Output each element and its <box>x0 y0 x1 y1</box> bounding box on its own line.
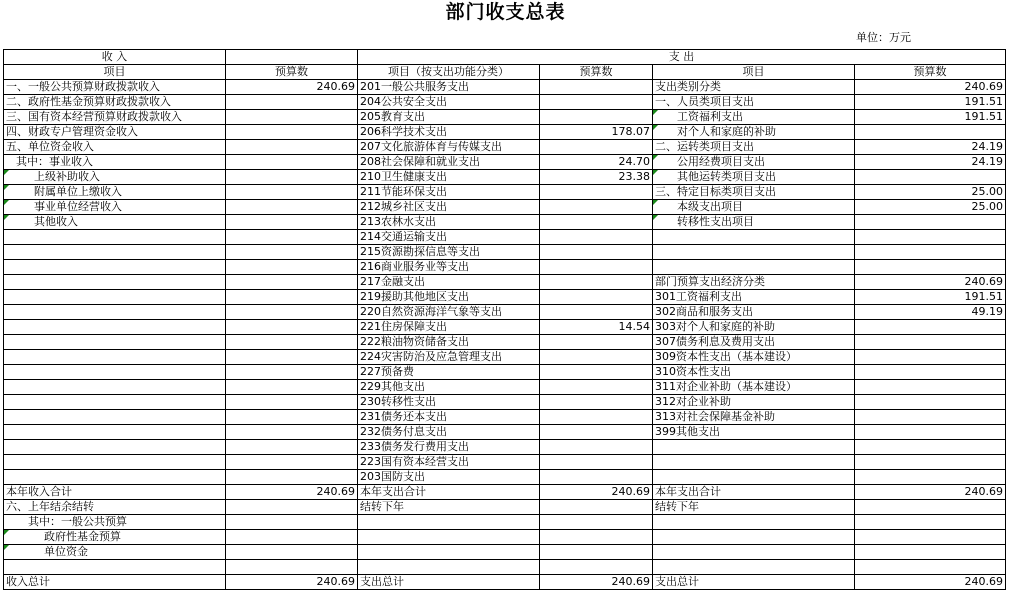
income-item-cell: 收入总计 <box>4 575 226 590</box>
func-item-cell: 213农林水支出 <box>358 215 540 230</box>
unit-label: 单位：万元 <box>856 31 911 44</box>
econ-item-cell <box>653 455 855 470</box>
page-title: 部门收支总表 <box>445 1 566 23</box>
econ-item-cell: 支出类别分类 <box>653 80 855 95</box>
income-item-cell <box>4 395 226 410</box>
func-budget-cell <box>540 395 653 410</box>
econ-budget-cell <box>855 470 1006 485</box>
econ-item-cell: 303对个人和家庭的补助 <box>653 320 855 335</box>
income-item-cell: 三、国有资本经营预算财政拨款收入 <box>4 110 226 125</box>
func-budget-cell <box>540 95 653 110</box>
income-budget-cell: 240.69 <box>226 485 358 500</box>
income-item-cell <box>4 425 226 440</box>
func-item-cell: 212城乡社区支出 <box>358 200 540 215</box>
func-budget-cell <box>540 200 653 215</box>
table-row <box>4 110 1006 125</box>
table-row <box>4 260 1006 275</box>
income-item-cell: 其他收入 <box>4 215 226 230</box>
table-row <box>4 230 1006 245</box>
func-item-cell: 本年支出合计 <box>358 485 540 500</box>
income-item-cell <box>4 335 226 350</box>
func-budget-cell <box>540 440 653 455</box>
econ-budget-cell <box>855 125 1006 140</box>
func-item-cell <box>358 530 540 545</box>
table-row <box>4 320 1006 335</box>
econ-budget-cell: 24.19 <box>855 155 1006 170</box>
table-row <box>4 575 1006 590</box>
table-row <box>4 275 1006 290</box>
econ-budget-cell <box>855 440 1006 455</box>
econ-budget-cell <box>855 350 1006 365</box>
econ-budget-cell <box>855 170 1006 185</box>
income-item-cell: 事业单位经营收入 <box>4 200 226 215</box>
func-budget-cell <box>540 215 653 230</box>
func-item-cell: 233债务发行费用支出 <box>358 440 540 455</box>
income-item-cell <box>4 230 226 245</box>
income-item-cell <box>4 380 226 395</box>
econ-budget-cell: 191.51 <box>855 95 1006 110</box>
func-budget-cell <box>540 350 653 365</box>
func-budget-cell: 240.69 <box>540 575 653 590</box>
table-row <box>4 440 1006 455</box>
income-item-cell <box>4 410 226 425</box>
func-budget-cell <box>540 380 653 395</box>
func-budget-cell <box>540 185 653 200</box>
econ-item-cell: 公用经费项目支出 <box>653 155 855 170</box>
func-item-cell <box>358 560 540 575</box>
header-row-columns <box>4 65 1006 80</box>
func-budget-cell <box>540 305 653 320</box>
econ-budget-header: 预算数 <box>855 65 1006 80</box>
func-item-cell: 210卫生健康支出 <box>358 170 540 185</box>
income-item-cell: 政府性基金预算 <box>4 530 226 545</box>
econ-item-cell <box>653 245 855 260</box>
income-item-cell: 上级补助收入 <box>4 170 226 185</box>
func-item-cell: 211节能环保支出 <box>358 185 540 200</box>
func-budget-cell: 24.70 <box>540 155 653 170</box>
econ-budget-cell <box>855 260 1006 275</box>
income-item-cell <box>4 350 226 365</box>
func-item-cell: 220自然资源海洋气象等支出 <box>358 305 540 320</box>
table-row <box>4 140 1006 155</box>
income-header-blank <box>226 50 358 65</box>
table-row <box>4 515 1006 530</box>
econ-item-cell <box>653 230 855 245</box>
table-row <box>4 185 1006 200</box>
func-item-cell <box>358 545 540 560</box>
table-row <box>4 470 1006 485</box>
econ-budget-cell <box>855 365 1006 380</box>
econ-item-cell: 二、运转类项目支出 <box>653 140 855 155</box>
income-item-cell <box>4 305 226 320</box>
econ-budget-cell <box>855 455 1006 470</box>
func-budget-cell <box>540 80 653 95</box>
func-item-cell: 207文化旅游体育与传媒支出 <box>358 140 540 155</box>
econ-item-cell: 399其他支出 <box>653 425 855 440</box>
income-item-cell: 附属单位上缴收入 <box>4 185 226 200</box>
income-item-header: 项目 <box>4 65 226 80</box>
income-budget-cell <box>226 215 358 230</box>
income-item-cell <box>4 245 226 260</box>
income-item-cell: 五、单位资金收入 <box>4 140 226 155</box>
func-item-cell: 230转移性支出 <box>358 395 540 410</box>
econ-item-cell: 307债务利息及费用支出 <box>653 335 855 350</box>
income-budget-cell <box>226 260 358 275</box>
econ-item-cell: 部门预算支出经济分类 <box>653 275 855 290</box>
income-item-cell: 单位资金 <box>4 545 226 560</box>
table-row <box>4 305 1006 320</box>
econ-item-cell: 311对企业补助（基本建设） <box>653 380 855 395</box>
income-item-cell: 其中：事业收入 <box>4 155 226 170</box>
econ-budget-cell: 240.69 <box>855 80 1006 95</box>
table-row <box>4 95 1006 110</box>
func-item-cell: 216商业服务业等支出 <box>358 260 540 275</box>
func-budget-cell <box>540 500 653 515</box>
func-budget-cell: 14.54 <box>540 320 653 335</box>
econ-budget-cell <box>855 410 1006 425</box>
func-item-cell: 221住房保障支出 <box>358 320 540 335</box>
func-item-cell: 232债务付息支出 <box>358 425 540 440</box>
econ-budget-cell <box>855 560 1006 575</box>
econ-budget-cell: 240.69 <box>855 485 1006 500</box>
func-budget-cell <box>540 245 653 260</box>
income-header: 收 入 <box>4 50 226 65</box>
income-budget-header: 预算数 <box>226 65 358 80</box>
econ-item-cell <box>653 530 855 545</box>
econ-item-cell: 313对社会保障基金补助 <box>653 410 855 425</box>
table-row <box>4 350 1006 365</box>
func-item-cell: 217金融支出 <box>358 275 540 290</box>
econ-item-cell: 309资本性支出（基本建设） <box>653 350 855 365</box>
func-budget-cell <box>540 410 653 425</box>
income-budget-cell <box>226 380 358 395</box>
table-row <box>4 200 1006 215</box>
econ-budget-cell <box>855 530 1006 545</box>
econ-budget-cell <box>855 515 1006 530</box>
func-item-cell: 204公共安全支出 <box>358 95 540 110</box>
income-item-cell <box>4 260 226 275</box>
income-budget-cell <box>226 515 358 530</box>
econ-item-cell <box>653 440 855 455</box>
func-budget-cell <box>540 230 653 245</box>
func-budget-cell <box>540 560 653 575</box>
income-budget-cell <box>226 95 358 110</box>
income-item-cell <box>4 365 226 380</box>
table-row <box>4 455 1006 470</box>
table-row <box>4 425 1006 440</box>
table-row <box>4 155 1006 170</box>
income-budget-cell <box>226 185 358 200</box>
econ-budget-cell <box>855 215 1006 230</box>
func-budget-cell <box>540 140 653 155</box>
func-budget-cell <box>540 530 653 545</box>
func-budget-cell <box>540 470 653 485</box>
func-budget-cell <box>540 275 653 290</box>
func-item-cell: 229其他支出 <box>358 380 540 395</box>
income-budget-cell <box>226 170 358 185</box>
econ-item-cell: 三、特定目标类项目支出 <box>653 185 855 200</box>
econ-budget-cell: 191.51 <box>855 110 1006 125</box>
table-row <box>4 245 1006 260</box>
income-item-cell <box>4 275 226 290</box>
table-row <box>4 545 1006 560</box>
func-item-cell: 227预备费 <box>358 365 540 380</box>
table-row <box>4 560 1006 575</box>
income-item-cell <box>4 470 226 485</box>
income-item-cell: 一、一般公共预算财政拨款收入 <box>4 80 226 95</box>
income-budget-cell <box>226 440 358 455</box>
econ-budget-cell <box>855 380 1006 395</box>
econ-item-cell: 本级支出项目 <box>653 200 855 215</box>
econ-budget-cell: 240.69 <box>855 575 1006 590</box>
func-budget-cell <box>540 110 653 125</box>
table-row <box>4 365 1006 380</box>
income-budget-cell <box>226 335 358 350</box>
func-item-cell: 205教育支出 <box>358 110 540 125</box>
income-item-cell <box>4 560 226 575</box>
func-item-cell: 214交通运输支出 <box>358 230 540 245</box>
func-item-header: 项目（按支出功能分类） <box>358 65 540 80</box>
func-item-cell: 222粮油物资储备支出 <box>358 335 540 350</box>
income-budget-cell <box>226 470 358 485</box>
func-item-cell <box>358 515 540 530</box>
income-budget-cell <box>226 155 358 170</box>
econ-item-cell: 工资福利支出 <box>653 110 855 125</box>
func-item-cell: 231债务还本支出 <box>358 410 540 425</box>
econ-item-cell: 支出总计 <box>653 575 855 590</box>
econ-item-cell: 一、人员类项目支出 <box>653 95 855 110</box>
econ-budget-cell <box>855 500 1006 515</box>
econ-item-cell: 转移性支出项目 <box>653 215 855 230</box>
econ-item-cell: 312对企业补助 <box>653 395 855 410</box>
income-item-cell <box>4 440 226 455</box>
income-budget-cell <box>226 350 358 365</box>
func-item-cell: 支出总计 <box>358 575 540 590</box>
econ-budget-cell: 25.00 <box>855 185 1006 200</box>
econ-item-cell: 其他运转类项目支出 <box>653 170 855 185</box>
header-row-group <box>4 50 1006 65</box>
econ-budget-cell <box>855 425 1006 440</box>
expense-header: 支 出 <box>358 50 1006 65</box>
income-budget-cell <box>226 290 358 305</box>
econ-item-cell: 对个人和家庭的补助 <box>653 125 855 140</box>
income-budget-cell <box>226 125 358 140</box>
income-budget-cell <box>226 305 358 320</box>
income-budget-cell <box>226 140 358 155</box>
econ-budget-cell <box>855 545 1006 560</box>
econ-budget-cell <box>855 245 1006 260</box>
func-budget-cell <box>540 365 653 380</box>
econ-item-cell: 301工资福利支出 <box>653 290 855 305</box>
econ-budget-cell <box>855 230 1006 245</box>
income-budget-cell <box>226 200 358 215</box>
func-budget-cell: 240.69 <box>540 485 653 500</box>
func-budget-cell <box>540 515 653 530</box>
income-budget-cell <box>226 245 358 260</box>
econ-item-cell: 结转下年 <box>653 500 855 515</box>
table-row <box>4 125 1006 140</box>
table-row <box>4 170 1006 185</box>
table-row <box>4 530 1006 545</box>
income-budget-cell <box>226 545 358 560</box>
income-item-cell: 二、政府性基金预算财政拨款收入 <box>4 95 226 110</box>
func-budget-cell <box>540 425 653 440</box>
econ-item-cell <box>653 260 855 275</box>
income-item-cell: 其中：一般公共预算 <box>4 515 226 530</box>
func-item-cell: 223国有资本经营支出 <box>358 455 540 470</box>
income-budget-cell <box>226 230 358 245</box>
econ-budget-cell <box>855 320 1006 335</box>
func-item-cell: 结转下年 <box>358 500 540 515</box>
econ-item-cell <box>653 545 855 560</box>
income-item-cell <box>4 320 226 335</box>
income-budget-cell <box>226 320 358 335</box>
revenue-expenditure-table <box>3 49 1006 590</box>
econ-budget-cell: 49.19 <box>855 305 1006 320</box>
func-budget-cell <box>540 455 653 470</box>
func-budget-cell <box>540 545 653 560</box>
income-item-cell <box>4 290 226 305</box>
econ-item-cell: 本年支出合计 <box>653 485 855 500</box>
table-row <box>4 485 1006 500</box>
econ-item-cell <box>653 560 855 575</box>
income-budget-cell <box>226 110 358 125</box>
income-budget-cell <box>226 365 358 380</box>
econ-budget-cell <box>855 335 1006 350</box>
income-item-cell: 四、财政专户管理资金收入 <box>4 125 226 140</box>
econ-item-cell <box>653 470 855 485</box>
func-budget-cell <box>540 335 653 350</box>
func-budget-cell: 178.07 <box>540 125 653 140</box>
income-budget-cell <box>226 410 358 425</box>
func-budget-cell: 23.38 <box>540 170 653 185</box>
func-item-cell: 215资源勘探信息等支出 <box>358 245 540 260</box>
table-row <box>4 395 1006 410</box>
econ-item-header: 项目 <box>653 65 855 80</box>
table-row <box>4 500 1006 515</box>
income-budget-cell: 240.69 <box>226 575 358 590</box>
income-budget-cell <box>226 500 358 515</box>
econ-item-cell: 310资本性支出 <box>653 365 855 380</box>
func-item-cell: 219援助其他地区支出 <box>358 290 540 305</box>
func-budget-cell <box>540 260 653 275</box>
func-item-cell: 224灾害防治及应急管理支出 <box>358 350 540 365</box>
econ-item-cell <box>653 515 855 530</box>
income-budget-cell <box>226 425 358 440</box>
income-budget-cell <box>226 560 358 575</box>
table-row <box>4 335 1006 350</box>
econ-item-cell: 302商品和服务支出 <box>653 305 855 320</box>
income-budget-cell <box>226 455 358 470</box>
econ-budget-cell: 25.00 <box>855 200 1006 215</box>
table-row <box>4 410 1006 425</box>
func-item-cell: 201一般公共服务支出 <box>358 80 540 95</box>
econ-budget-cell: 24.19 <box>855 140 1006 155</box>
func-item-cell: 206科学技术支出 <box>358 125 540 140</box>
income-item-cell <box>4 455 226 470</box>
table-row <box>4 290 1006 305</box>
econ-budget-cell: 191.51 <box>855 290 1006 305</box>
func-budget-cell <box>540 290 653 305</box>
func-budget-header: 预算数 <box>540 65 653 80</box>
econ-budget-cell: 240.69 <box>855 275 1006 290</box>
income-budget-cell: 240.69 <box>226 80 358 95</box>
income-budget-cell <box>226 530 358 545</box>
income-item-cell: 六、上年结余结转 <box>4 500 226 515</box>
income-item-cell: 本年收入合计 <box>4 485 226 500</box>
income-budget-cell <box>226 395 358 410</box>
table-row <box>4 380 1006 395</box>
func-item-cell: 208社会保障和就业支出 <box>358 155 540 170</box>
income-budget-cell <box>226 275 358 290</box>
func-item-cell: 203国防支出 <box>358 470 540 485</box>
econ-budget-cell <box>855 395 1006 410</box>
table-row <box>4 215 1006 230</box>
table-row <box>4 80 1006 95</box>
